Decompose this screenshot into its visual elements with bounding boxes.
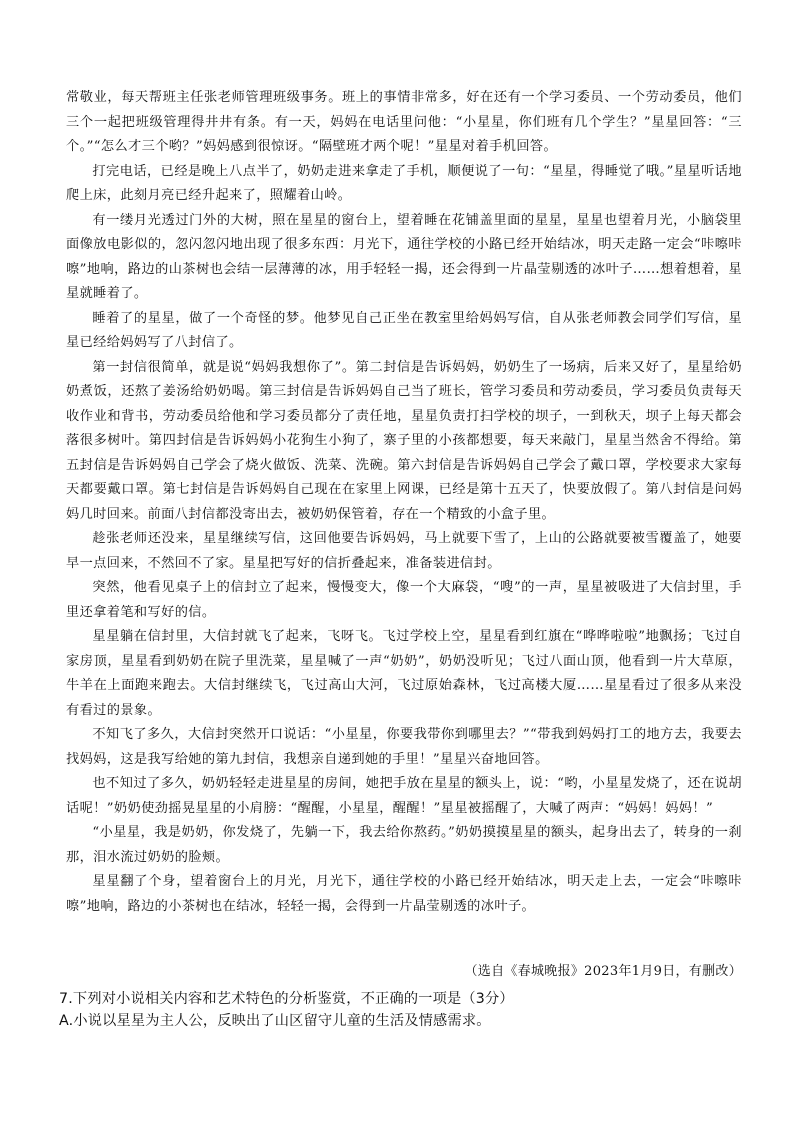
question-stem: 7.下列对小说相关内容和艺术特色的分析鉴赏，不正确的一项是（3分） xyxy=(59,991,514,1007)
story-paragraph: “小星星，我是奶奶，你发烧了，先躺一下，我去给你熬药。”奶奶摸摸星星的额头，起身出去了，转身的一刹那，泪水流过奶奶的脸颊。 xyxy=(66,825,742,865)
story-paragraph: 睡着了的星星，做了一个奇怪的梦。他梦见自己正坐在教室里给妈妈写信，自从张老师教会同学们写信，星星已经给妈妈写了八封信了。 xyxy=(66,310,742,350)
story-paragraph: 突然，他看见桌子上的信封立了起来，慢慢变大，像一个大麻袋，“嗖”的一声，星星被吸进了大信封里，手里还拿着笔和写好的信。 xyxy=(66,580,742,620)
story-paragraph: 趁张老师还没来，星星继续写信，这回他要告诉妈妈，马上就要下雪了，上山的公路就要被雪覆盖了，她要早一点回来，不然回不了家。星星把写好的信折叠起来，准备装进信封。 xyxy=(66,531,742,571)
story-paragraph: 星星翻了个身，望着窗台上的月光，月光下，通往学校的小路已经开始结冰，明天走上去，一定会“咔嚓咔嚓”地响，路边的小茶树也在结冰，轻轻一揭，会得到一片晶莹剔透的冰叶子。 xyxy=(66,874,742,914)
story-text xyxy=(66,86,742,919)
story-paragraph: 有一缕月光透过门外的大树，照在星星的窗台上，望着睡在花铺盖里面的星星，星星也望着月光，小脑袋里面像放电影似的，忽闪忽闪地出现了很多东西：月光下，通往学校的小路已经开始结冰，明天走路一定会“咔嚓咔嚓”地响，路边的山茶树也会结一层薄薄的冰，用手轻轻一揭，还会得到一片晶莹剔透的冰叶子……想着想着，星星就睡着了。 xyxy=(66,212,742,301)
story-paragraph: 也不知过了多久，奶奶轻轻走进星星的房间，她把手放在星星的额头上，说：“哟，小星星发烧了，还在说胡话呢！”奶奶使劲摇晃星星的小肩膀：“醒醒，小星星，醒醒！”星星被摇醒了，大喊了两声：“妈妈！妈妈！” xyxy=(66,776,742,816)
story-paragraph: 常敬业，每天帮班主任张老师管理班级事务。班上的事情非常多，好在还有一个学习委员、一个劳动委员，他们三个一起把班级管理得井井有条。有一天，妈妈在电话里问他：“小星星，你们班有几个学生？”星星回答：“三个。”“怎么才三个哟？”妈妈感到很惊讶。“隔壁班才两个呢！”星星对着手机回答。 xyxy=(66,90,742,154)
story-paragraph: 不知飞了多久，大信封突然开口说话：“小星星，你要我带你到哪里去？”“带我到妈妈打工的地方去，我要去找妈妈，这是我写给她的第九封信，我想亲自递到她的手里！”星星兴奋地回答。 xyxy=(66,727,742,767)
question-7 xyxy=(59,988,749,1032)
story-paragraph: 第一封信很简单，就是说“妈妈我想你了”。第二封信是告诉妈妈，奶奶生了一场病，后来又好了，星星给奶奶煮饭，还熬了姜汤给奶奶喝。第三封信是告诉妈妈自己当了班长，管学习委员和劳动委员，学习委员负责每天收作业和背书，劳动委员给他和学习委员都分了责任地，星星负责打扫学校的坝子，一到秋天，坝子上每天都会落很多树叶。第四封信是告诉妈妈小花狗生小狗了，寨子里的小孩都想要，每天来敲门，星星当然舍不得给。第五封信是告诉妈妈自己学会了烧火做饭、洗菜、洗碗。第六封信是告诉妈妈自己学会了戴口罩，学校要求大家每天都要戴口罩。第七封信是告诉妈妈自己现在在家里上网课，已经是第十五天了，快要放假了。第八封信是问妈妈几时回来。前面八封信都没寄出去，被奶奶保管着，存在一个精致的小盒子里。 xyxy=(66,359,742,522)
source-citation: （选自《春城晚报》2023年1月9日，有删改） xyxy=(464,964,742,979)
option-a: A.小说以星星为主人公，反映出了山区留守儿童的生活及情感需求。 xyxy=(59,1013,491,1029)
story-paragraph: 打完电话，已经是晚上八点半了，奶奶走进来拿走了手机，顺便说了一句：“星星，得睡觉了哦。”星星听话地爬上床，此刻月亮已经升起来了，照耀着山岭。 xyxy=(66,163,742,203)
story-paragraph: 星星躺在信封里，大信封就飞了起来，飞呀飞。飞过学校上空，星星看到红旗在“哗哗啦啦”地飘扬；飞过自家房顶，星星看到奶奶在院子里洗菜，星星喊了一声“奶奶”，奶奶没听见；飞过八面山顶，他看到一片大草原，牛羊在上面跑来跑去。大信封继续飞，飞过高山大河，飞过原始森林，飞过高楼大厦……星星看过了很多从来没有看过的景象。 xyxy=(66,629,742,718)
